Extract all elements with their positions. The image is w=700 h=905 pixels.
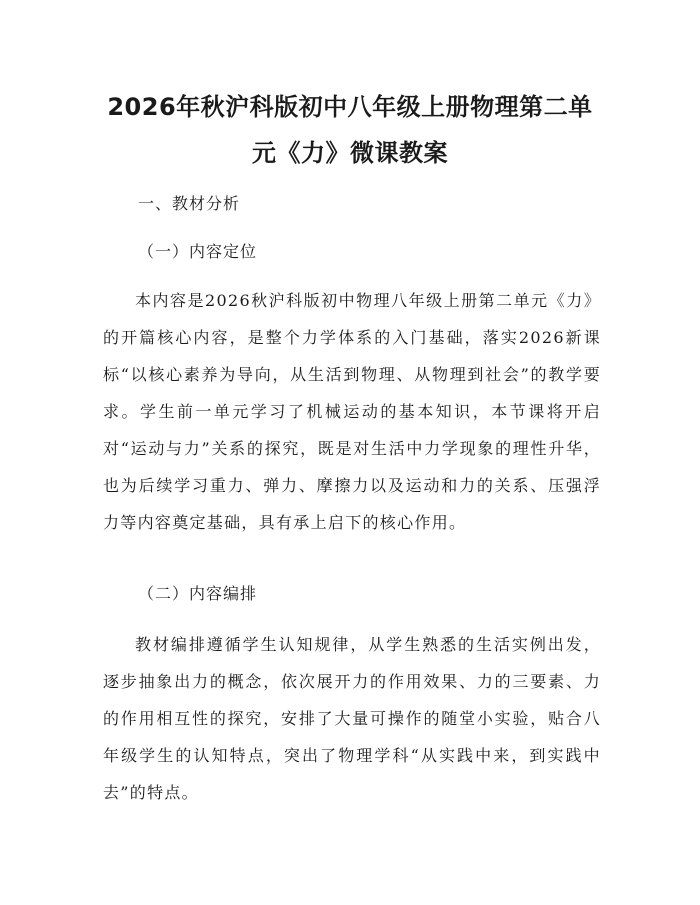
document-title-line-1: 2026年秋沪科版初中八年级上册物理第二单 [107,93,593,121]
paragraph-content-positioning: 本内容是2026秋沪科版初中物理八年级上册第二单元《力》的开篇核心内容，是整个力学体系的入门基础，落实2026新课标“以核心素养为导向，从生活到物理、从物理到社会”的教学要求。学生前一单元学习了机械运动的基本知识，本节课将开启对“运动与力”关系的探究，既是对生活中力学现象的理性升华，也为后续学习重力、弹力、摩擦力以及运动和力的关系、压强浮力等内容奠定基础，具有承上启下的核心作用。 [103,291,601,532]
paragraph-content-arrangement: 教材编排遵循学生认知规律，从学生熟悉的生活实例出发，逐步抽象出力的概念，依次展开力的作用效果、力的三要素、力的作用相互性的探究，安排了大量可操作的随堂小实验，贴合八年级学生的认知特点，突出了物理学科“从实践中来，到实践中去”的特点。 [103,635,601,802]
section-heading-textbook-analysis: 一、教材分析 [138,194,241,213]
subsection-heading-content-positioning: （一）内容定位 [138,242,258,261]
document-title-line-2: 元《力》微课教案 [252,139,448,167]
subsection-heading-content-arrangement: （二）内容编排 [138,584,258,603]
